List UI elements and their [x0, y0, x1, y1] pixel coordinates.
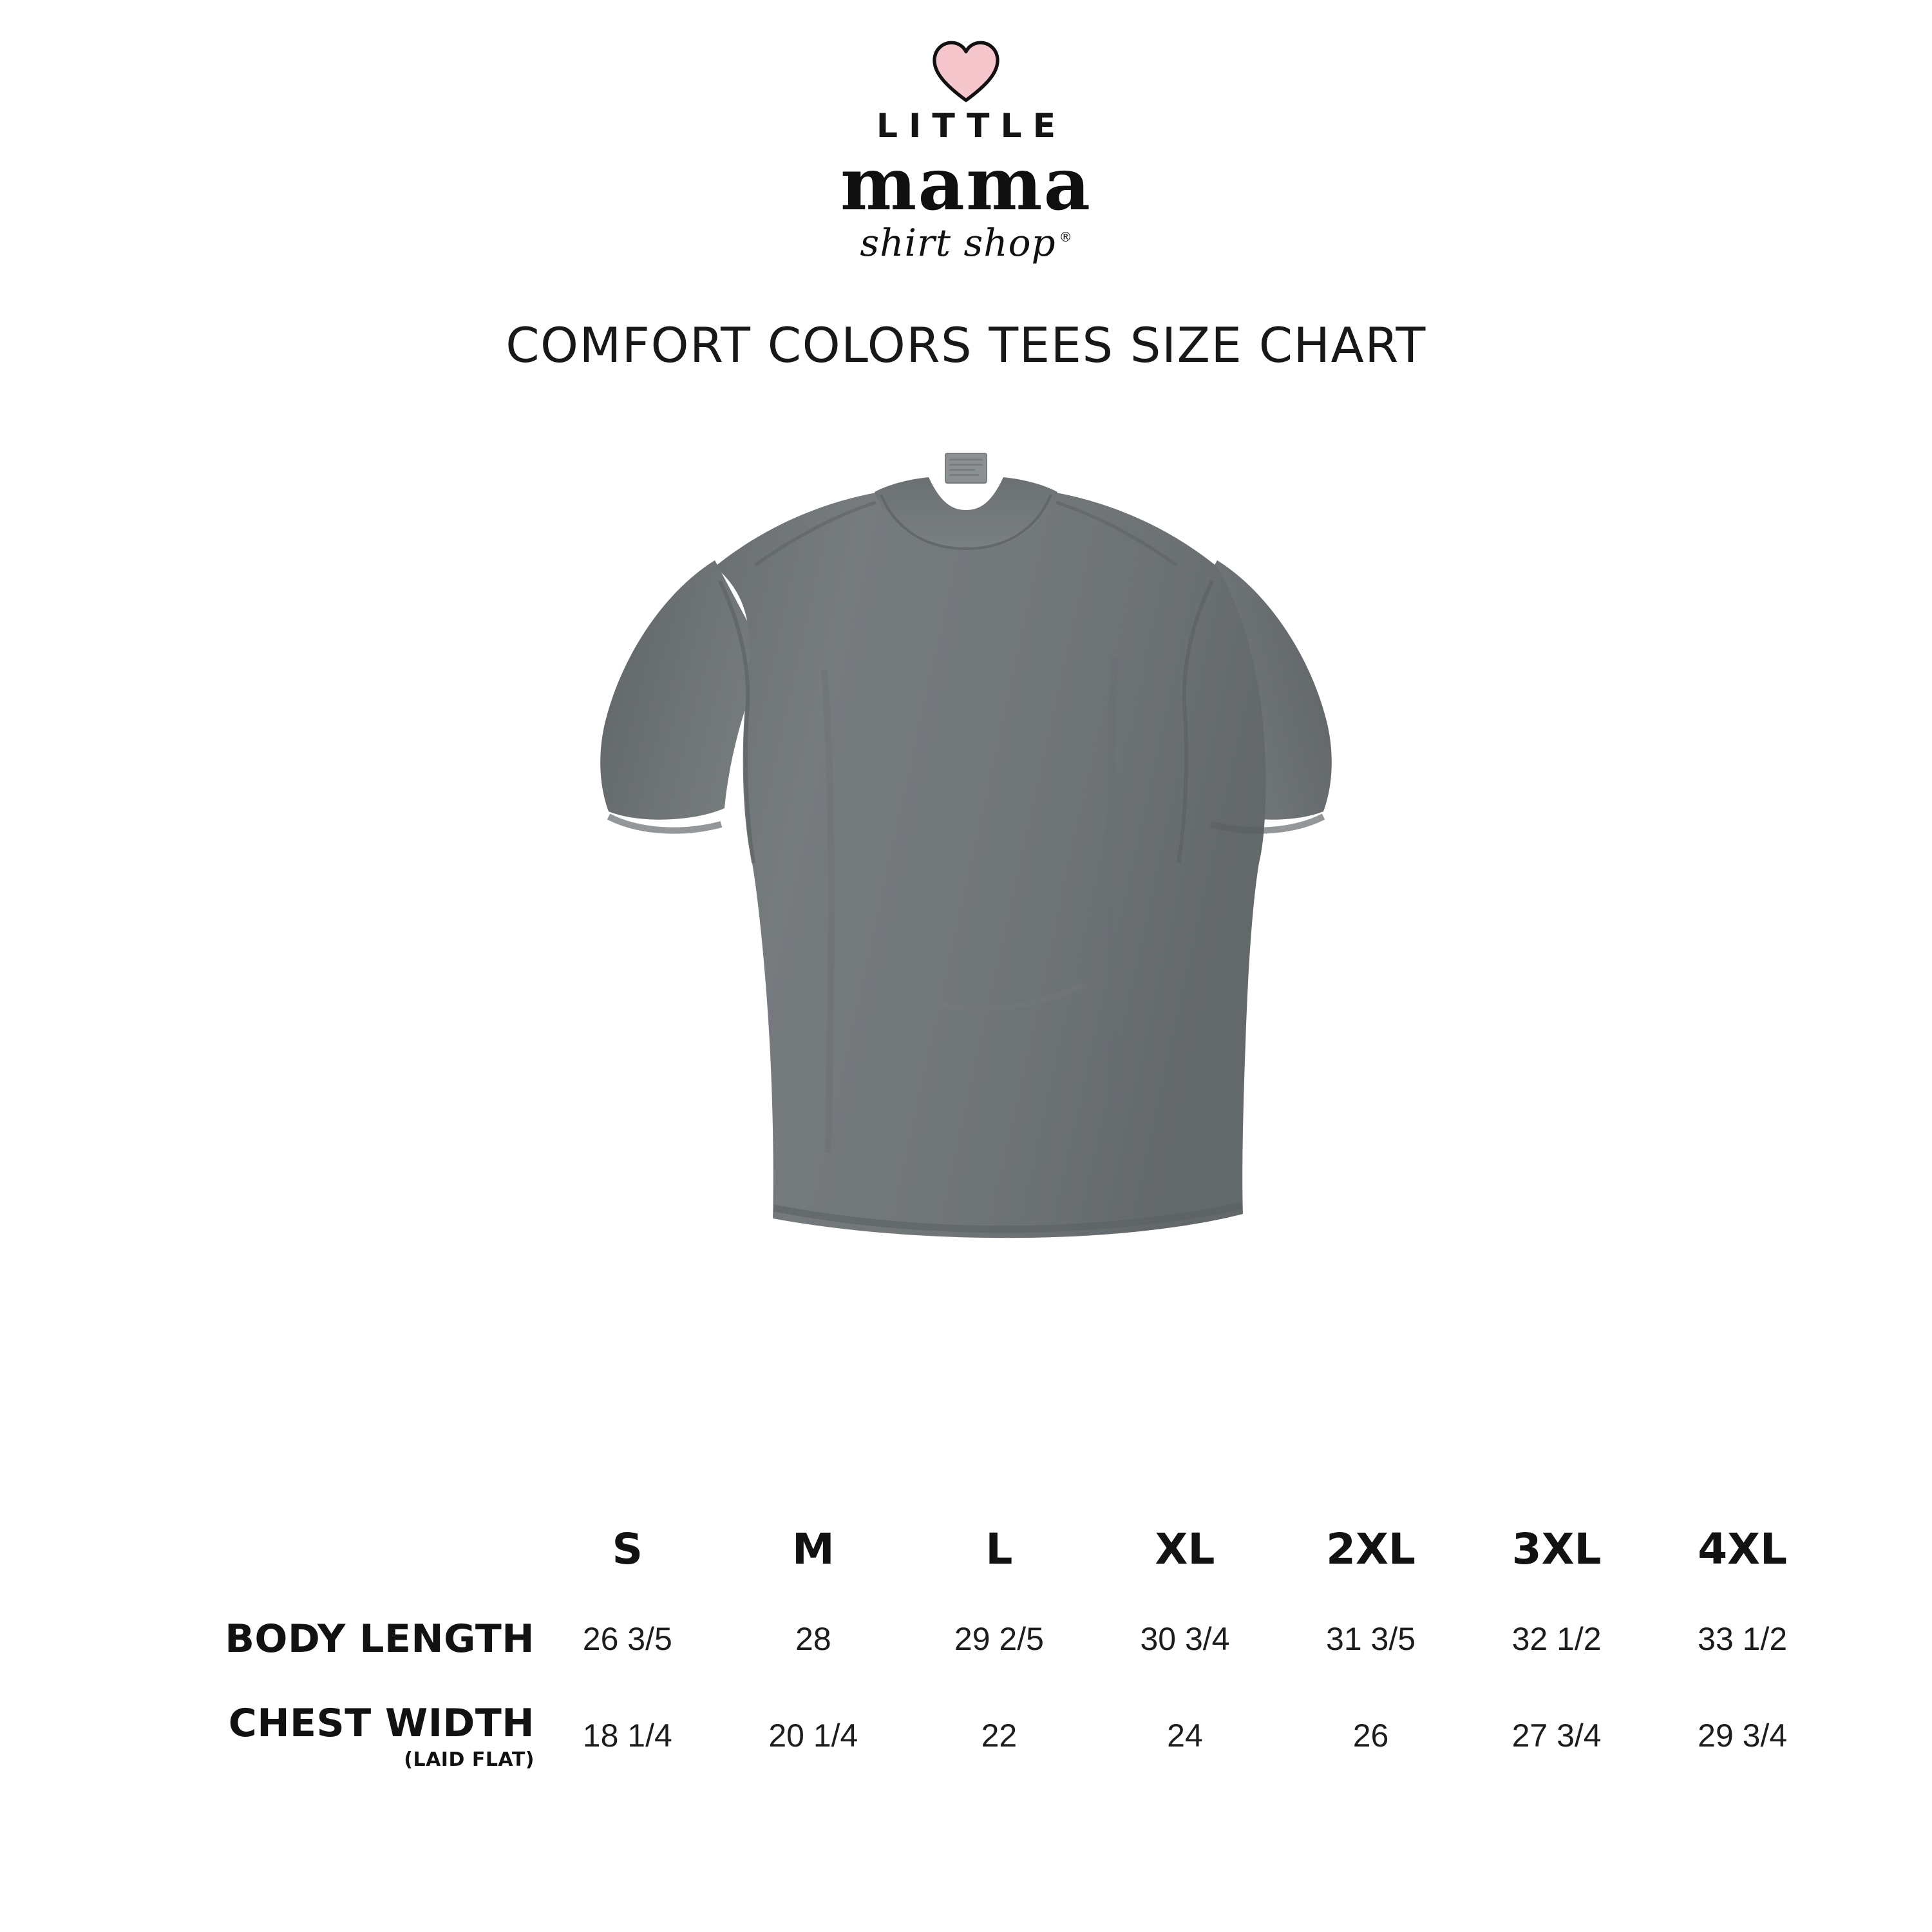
size-chart-table	[97, 1507, 1835, 1784]
brand-logo	[0, 0, 1932, 265]
heart-icon	[931, 40, 1001, 103]
body-length-4xl: 33 1/2	[1698, 1621, 1788, 1657]
row-header-body-length	[97, 1591, 535, 1687]
row-header-chest-width-sub: (LAID FLAT)	[404, 1748, 535, 1771]
row-header-chest-width	[97, 1687, 535, 1784]
column-header-s: S	[612, 1524, 643, 1574]
tshirt-illustration	[464, 412, 1468, 1333]
body-length-l: 29 2/5	[954, 1621, 1044, 1657]
brand-line-mama: mama	[840, 142, 1092, 227]
body-length-2xl: 31 3/5	[1326, 1621, 1416, 1657]
registered-mark: ®	[1059, 229, 1072, 245]
page-title: COMFORT COLORS TEES SIZE CHART	[506, 316, 1426, 374]
brand-line-little: LITTLE	[876, 107, 1067, 146]
body-length-3xl: 32 1/2	[1511, 1621, 1602, 1657]
body-length-s: 26 3/5	[582, 1621, 672, 1657]
table-row	[97, 1591, 1835, 1687]
chest-width-s: 18 1/4	[582, 1718, 672, 1754]
row-header-body-length-label: BODY LENGTH	[225, 1616, 535, 1662]
table-corner-cell	[97, 1507, 535, 1591]
chest-width-4xl: 29 3/4	[1698, 1718, 1788, 1754]
brand-shirt-shop-text: shirt shop	[860, 220, 1056, 265]
body-length-m: 28	[795, 1621, 831, 1657]
chest-width-2xl: 26	[1352, 1718, 1389, 1754]
chest-width-xl: 24	[1167, 1718, 1203, 1754]
column-header-2xl: 2XL	[1326, 1524, 1416, 1574]
column-header-4xl: 4XL	[1698, 1524, 1788, 1574]
brand-line-shirt-shop	[860, 220, 1072, 265]
chest-width-l: 22	[981, 1718, 1018, 1754]
row-header-chest-width-label: CHEST WIDTH	[228, 1700, 535, 1746]
chest-width-3xl: 27 3/4	[1511, 1718, 1602, 1754]
product-image-area	[0, 412, 1932, 1378]
body-length-xl: 30 3/4	[1140, 1621, 1230, 1657]
table-row	[97, 1687, 1835, 1784]
table-header-row	[97, 1507, 1835, 1591]
chest-width-m: 20 1/4	[768, 1718, 858, 1754]
column-header-l: L	[985, 1524, 1013, 1574]
column-header-m: M	[792, 1524, 835, 1574]
column-header-3xl: 3XL	[1511, 1524, 1602, 1574]
column-header-xl: XL	[1155, 1524, 1215, 1574]
neck-label	[945, 453, 987, 483]
